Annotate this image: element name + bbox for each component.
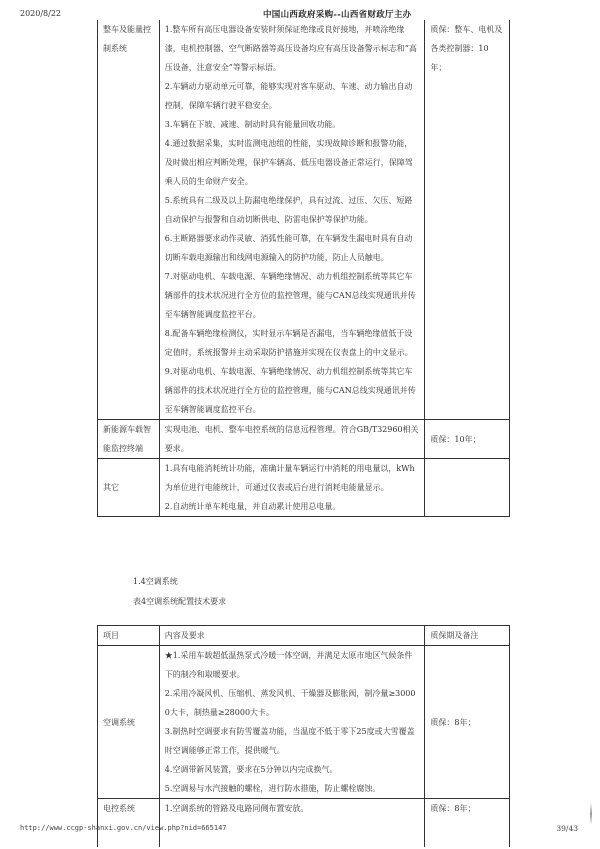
requirement-item: 3.车辆在下坡、减速、制动时具有能量回收功能。 — [164, 120, 341, 129]
requirement-item: ★1.采用车载超低温热泵式冷暖一体空调，并满足太原市地区气候条件下的制冷和取暖要求。 — [164, 651, 413, 679]
table-row — [98, 20, 510, 420]
requirement-item: 2.自动统计单车耗电量，并自动累计使用总电量。 — [164, 502, 341, 511]
requirement-item: 2.车辆动力驱动单元可靠，能够实现对客车驱动、车速、动力输出自动控制，保障车辆行驶平稳安全。 — [164, 82, 413, 110]
item-cell: 其它 — [98, 459, 160, 517]
warranty-cell: 质保：8年； — [425, 646, 510, 799]
vehicle-system-table — [97, 20, 510, 517]
table-row — [98, 646, 510, 799]
requirement-item: 8.配备车辆绝缘检测仪，实时显示车辆是否漏电，当车辆绝缘值低于设定值时，系统报警并主动采取防护措施并实现在仪表盘上的中文显示。 — [164, 329, 413, 357]
requirement-item: 4.空调带新风装置，要求在5分钟以内完成换气。 — [164, 765, 338, 774]
item-cell: 整车及能量控制系统 — [98, 20, 160, 420]
table-row — [98, 420, 510, 459]
ac-system-table — [97, 625, 510, 847]
column-header: 内容及要求 — [159, 626, 425, 646]
item-cell: 空调系统 — [98, 646, 160, 799]
print-date: 2020/8/22 — [20, 9, 62, 18]
table-caption: 表4空调系统配置技术要求 — [133, 597, 227, 606]
requirement-item: 2.采用冷凝风机、压缩机、蒸发风机、干燥器及膨胀阀，制冷量≥30000大卡，制热量≥28000大卡。 — [164, 689, 416, 717]
warranty-cell: 质保：整车、电机及各类控制器：10年； — [425, 20, 510, 420]
table-header-row — [98, 626, 510, 646]
page-edge-mark — [590, 803, 592, 825]
content-cell — [159, 420, 425, 459]
section-title: 1.4空调系统 — [133, 577, 178, 586]
page-header-title: 中国山西政府采购--山西省财政厅主办 — [263, 10, 412, 20]
requirement-item: 1.具有电能消耗统计功能，准确计量车辆运行中消耗的用电量以，kWh为单位进行电能统计，可通过仪表或后台进行消耗电能量显示。 — [164, 464, 415, 492]
item-cell: 电控系统 — [98, 799, 160, 848]
table-row — [98, 459, 510, 517]
warranty-cell — [425, 459, 510, 517]
requirement-item: 7.对驱动电机、车载电源、车辆绝缘情况、动力机组控制系统等其它车辆部件的技术状况进行全方位的监控管理，能与CAN总线实现通讯并传至车辆智能调度监控平台。 — [164, 272, 416, 319]
warranty-cell: 质保：8年； — [425, 799, 510, 848]
requirement-item: 实现电池、电机、整车电控系统的信息远程管理。符合GB/T32960相关要求。 — [164, 425, 419, 453]
warranty-cell: 质保：10年； — [425, 420, 510, 459]
requirement-item: 5.系统具有二级及以上防漏电绝缘保护，具有过流、过压、欠压、短路自动保护与报警和自动切断供电、防雷电保护等保护功能。 — [164, 196, 413, 224]
requirement-item: 1.空调系统的管路及电路同侧布置安放。 — [164, 804, 309, 813]
column-header: 项目 — [98, 626, 160, 646]
requirement-item: 9.对驱动电机、车载电源、车辆绝缘情况、动力机组控制系统等其它车辆部件的技术状况进行全方位的监控管理，能与CAN总线实现通讯并传至车辆智能调度监控平台。 — [164, 367, 416, 414]
table-row — [98, 799, 510, 848]
requirement-item: 5.空调易与水汽接触的螺栓，进行防水措施，防止螺栓腐蚀。 — [164, 784, 381, 793]
column-header: 质保期及备注 — [425, 626, 510, 646]
requirement-item: 6.主断路器要求动作灵敏、消弧性能可靠，在车辆发生漏电时具有自动切断车载电源输出和线网电源输入的防护功能，防止人员触电。 — [164, 234, 413, 262]
content-cell — [159, 799, 425, 848]
content-cell — [159, 20, 425, 420]
requirement-item: 4.通过数据采集，实时监测电池组的性能，实现故障诊断和报警功能，及时做出相应判断处理，保护车辆高、低压电器设备正常运行，保障驾乘人员的生命财产安全。 — [164, 139, 413, 186]
content-cell — [159, 459, 425, 517]
item-cell: 新能源车载智能监控终端 — [98, 420, 160, 459]
requirement-item: 3.制热时空调要求有防雪覆盖功能，当温度不低于零下25度或大雪覆盖时空调能够正常工作，提供暖气。 — [164, 727, 415, 755]
requirement-item: 1.整车所有高压电器设备安装时须保证绝缘或良好接地，并喷涂绝缘漆，电机控制器、空气断路器等高压设备均应有高压设备警示标志和“高压设备，注意安全”等警示标语。 — [164, 25, 417, 72]
page-url[interactable]: http://www.ccgp-shanxi.gov.cn/view.php?nid=665147 — [20, 824, 227, 832]
page-number: 39/43 — [556, 824, 578, 833]
content-cell — [159, 646, 425, 799]
